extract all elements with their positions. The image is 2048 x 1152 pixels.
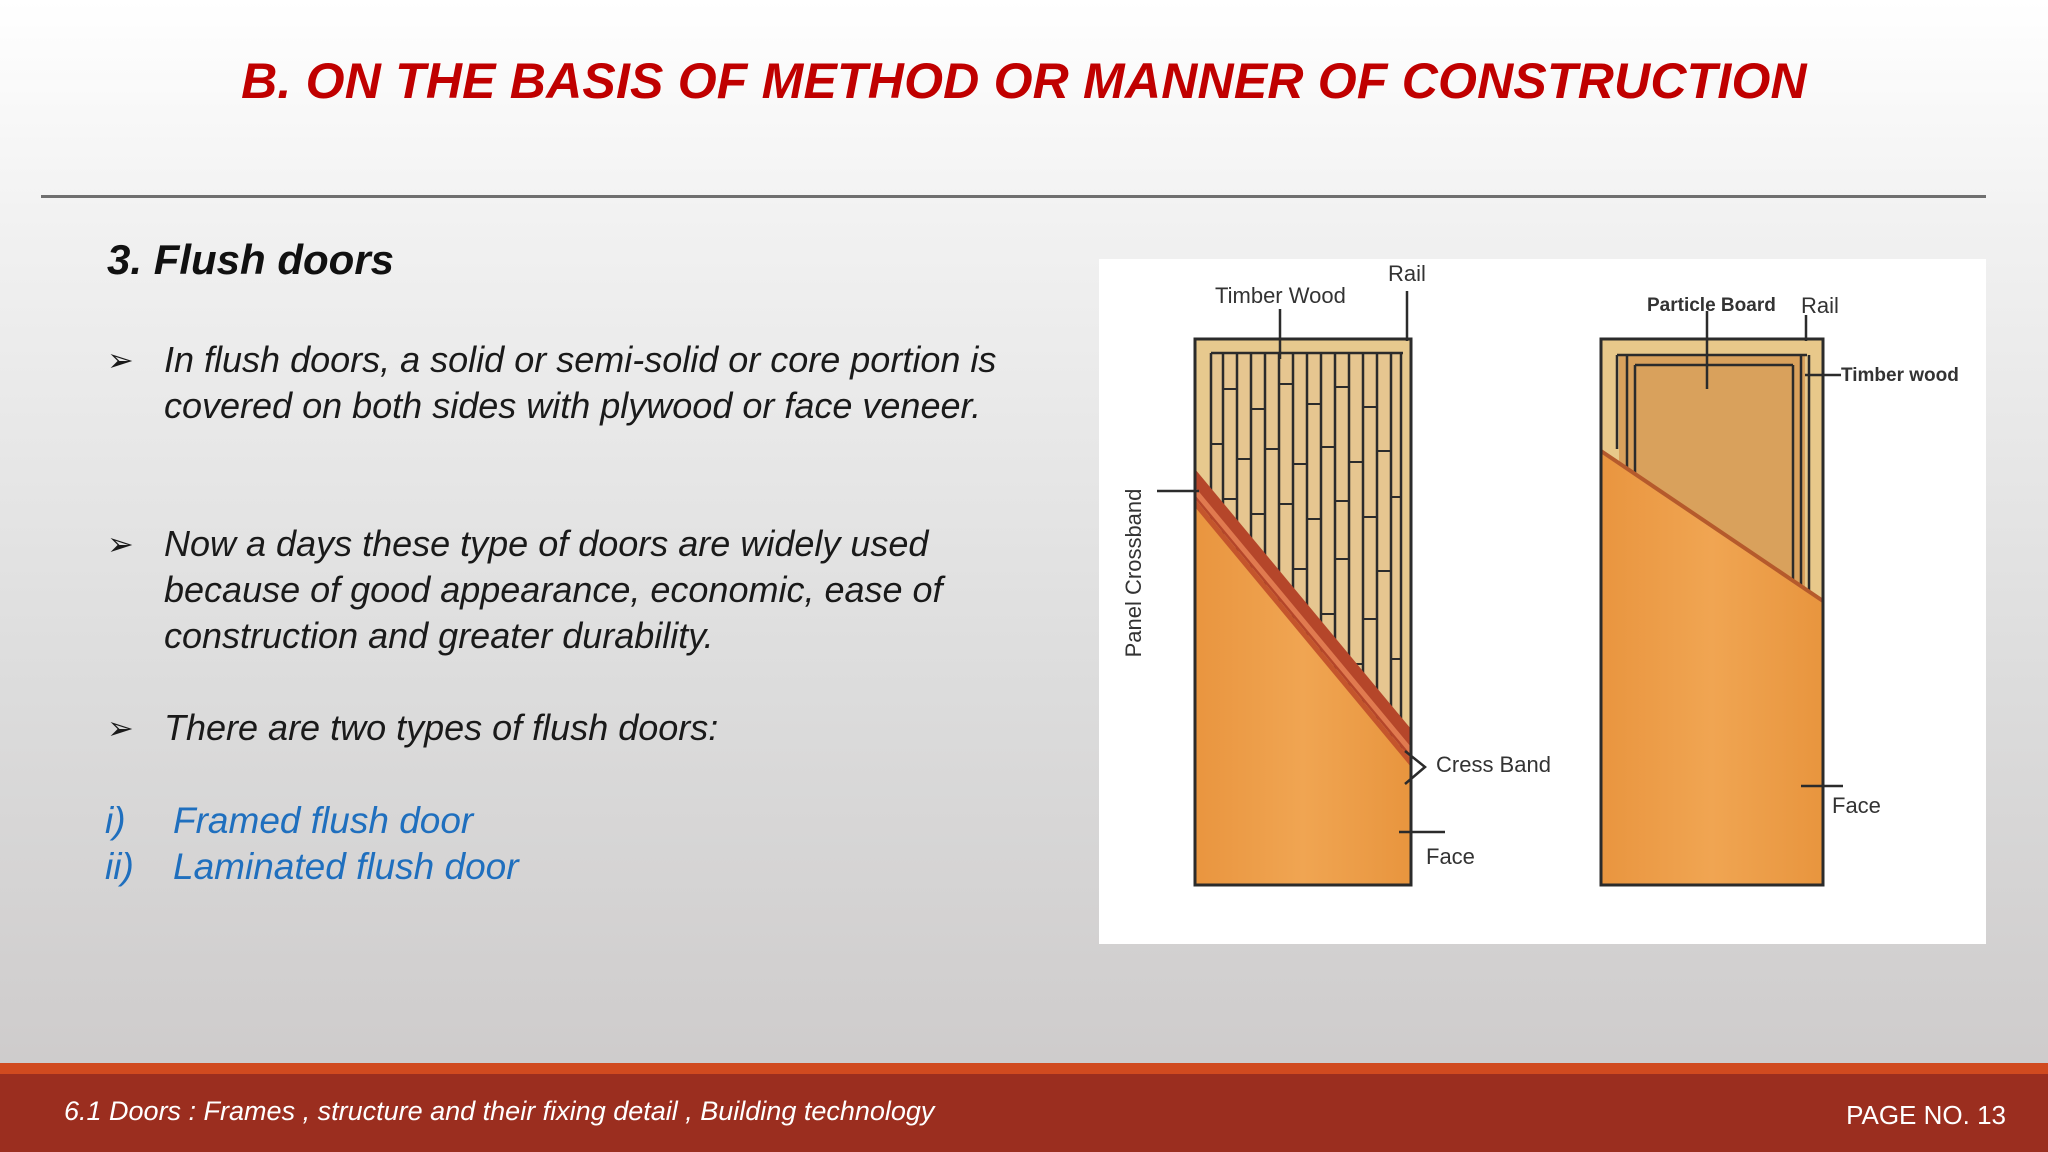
section-heading: 3. Flush doors xyxy=(107,236,395,283)
label-face: Face xyxy=(1426,844,1475,869)
label-particle-board: Particle Board xyxy=(1647,295,1776,316)
list-item xyxy=(105,798,519,844)
list-item xyxy=(105,844,519,890)
label-timber-wood: Timber wood xyxy=(1841,365,1959,386)
bullet-text: Now a days these type of doors are widely used because of good appearance, economic, ease of construction and greater durability. xyxy=(164,523,943,656)
label-timber-wood: Timber Wood xyxy=(1215,283,1346,308)
label-rail: Rail xyxy=(1388,261,1426,286)
bullet-item xyxy=(107,521,1037,659)
label-cress-band: Cress Band xyxy=(1436,752,1551,777)
bullet-item xyxy=(107,705,1037,751)
list-item-label: Laminated flush door xyxy=(173,846,519,887)
page-number: PAGE NO. 13 xyxy=(1846,1100,2006,1130)
footer-accent-bar xyxy=(0,1063,2048,1074)
flush-door-diagram xyxy=(1099,259,1986,944)
footer-bar xyxy=(0,1074,2048,1152)
arrow-bullet-icon: ➢ xyxy=(107,342,134,378)
list-item-number: i) xyxy=(105,800,126,841)
bullet-text: In flush doors, a solid or semi-solid or core portion is covered on both sides with plywood or face veneer. xyxy=(164,339,997,426)
label-panel-crossband: Panel Crossband xyxy=(1121,488,1146,658)
title-divider xyxy=(41,195,1986,198)
bullet-item xyxy=(107,337,1037,429)
arrow-bullet-icon: ➢ xyxy=(107,526,134,562)
slide-title: B. ON THE BASIS OF METHOD OR MANNER OF CONSTRUCTION xyxy=(241,53,1807,109)
list-item-label: Framed flush door xyxy=(173,800,474,841)
label-rail: Rail xyxy=(1801,293,1839,318)
left-door-drawing xyxy=(1195,339,1411,885)
list-item-number: ii) xyxy=(105,846,134,887)
label-face: Face xyxy=(1832,793,1881,818)
right-door-drawing xyxy=(1601,339,1823,885)
bullet-text: There are two types of flush doors: xyxy=(164,707,719,748)
footer-text: 6.1 Doors : Frames , structure and their fixing detail , Building technology xyxy=(64,1096,935,1126)
flush-door-types-list xyxy=(105,798,519,890)
arrow-bullet-icon: ➢ xyxy=(107,710,134,746)
